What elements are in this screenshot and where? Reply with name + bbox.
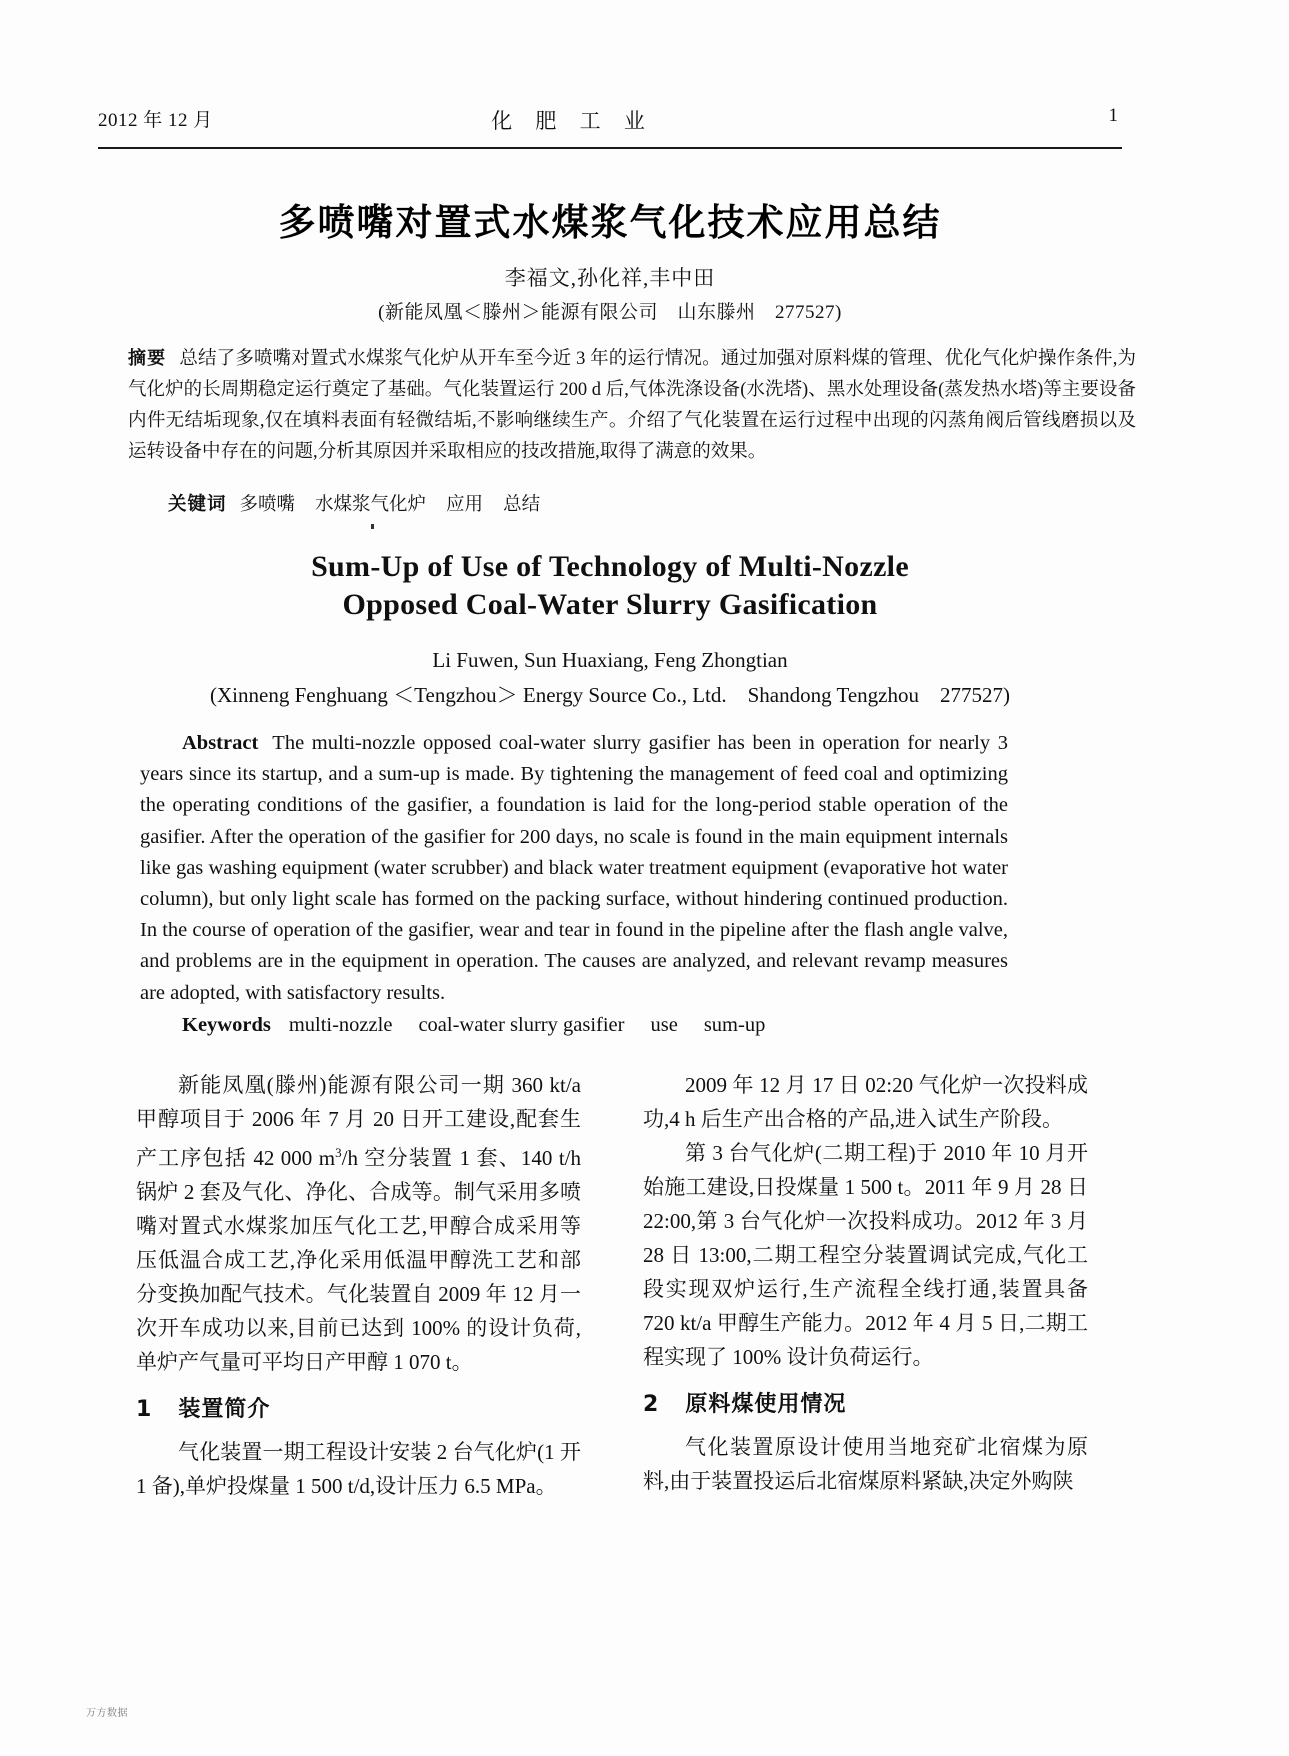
- scan-artifact-dot: [371, 524, 374, 529]
- keyword-item: sum-up: [703, 1014, 766, 1036]
- section-title-1: 装置简介: [178, 1397, 271, 1422]
- affiliation-english: (Xinneng Fenghuang ＜Tengzhou＞ Energy Source Co., Ltd. Shandong Tengzhou 277527): [210, 683, 1010, 707]
- database-watermark: 万方数据: [86, 1708, 128, 1719]
- article-title-english-line1: Sum-Up of Use of Technology of Multi-Nozzle: [311, 550, 909, 583]
- section-number-2: 2: [643, 1392, 660, 1417]
- keyword-item: 多喷嘴: [239, 495, 296, 515]
- header-divider: [98, 147, 1122, 149]
- affiliation-chinese: (新能凤凰＜滕州＞能源有限公司 山东滕州 277527): [378, 302, 842, 323]
- paragraph-section-2: 气化装置原设计使用当地兖矿北宿煤为原料,由于装置投运后北宿煤原料紧缺,决定外购陕: [643, 1435, 1088, 1493]
- body-columns: [98, 1068, 1122, 1518]
- article-title-chinese: 多喷嘴对置式水煤浆气化技术应用总结: [278, 201, 942, 244]
- keyword-item: multi-nozzle: [288, 1014, 393, 1036]
- paragraph-intro-left: 新能凤凰(滕州)能源有限公司一期 360 kt/a 甲醇项目于 2006 年 7 月 20 日开工建设,配套生产工序包括 42 000 $m^3/h$ 空分装置 1 套、140 t/h 锅炉 2 套及气化、净化、合成等。制气采用多喷嘴对置式水煤浆加压气化工艺,甲醇合成采用等压低温合成工艺,净化采用低温甲醇洗工艺和部分变换加配气技术。气化装置自 2009 年 12 月一次开车成功以来,目前已达到 100% 的设计负荷,单炉产气量可平均日产甲醇 1 070 t。: [136, 1073, 581, 1374]
- body-column-right: [643, 1068, 1088, 1498]
- keyword-item: coal-water slurry gasifier: [418, 1014, 625, 1036]
- abstract-label-english: Abstract: [182, 732, 259, 754]
- keywords-chinese: [128, 489, 1136, 521]
- journal-name: 化 肥 工 业: [491, 109, 654, 133]
- keyword-item: 总结: [503, 495, 541, 515]
- section-title-2: 原料煤使用情况: [685, 1392, 847, 1417]
- keyword-item: 水煤浆气化炉: [315, 495, 427, 515]
- body-column-left: [136, 1068, 581, 1503]
- section-heading-1: [136, 1393, 581, 1427]
- authors-english: Li Fuwen, Sun Huaxiang, Feng Zhongtian: [432, 648, 788, 672]
- abstract-english: [140, 728, 1008, 1009]
- section-heading-2: [643, 1388, 1088, 1422]
- abstract-chinese: [128, 343, 1136, 468]
- page-number: 1: [1108, 105, 1118, 126]
- section-number-1: 1: [136, 1397, 153, 1422]
- abstract-body-english: The multi-nozzle opposed coal-water slurry gasifier has been in operation for nearly 3 years since its startup, and a sum-up is made. By tightening the management of feed coal and optimizing the operating conditions of the gasifier, a foundation is laid for the long-period stable operation of the gasifier. After the operation of the gasifier for 200 days, no scale is found in the main equipment internals like gas washing equipment (water scrubber) and black water treatment equipment (evaporative hot water column), but only light scale has formed on the packing surface, without hindering continued production. In the course of operation of the gasifier, wear and tear in found in the pipeline after the flash angle valve, and problems are in the equipment in operation. The causes are analyzed, and relevant revamp measures are adopted, with satisfactory results.: [140, 732, 1008, 1004]
- article-title-english-line2: Opposed Coal-Water Slurry Gasification: [342, 588, 878, 621]
- article-title-english: [98, 548, 1122, 624]
- keyword-item: 应用: [446, 495, 484, 515]
- paragraph-intro-right: 2009 年 12 月 17 日 02:20 气化炉一次投料成功,4 h 后生产出合格的产品,进入试生产阶段。: [643, 1073, 1088, 1131]
- abstract-body-chinese: 总结了多喷嘴对置式水煤浆气化炉从开车至今近 3 年的运行情况。通过加强对原料煤的管理、优化气化炉操作条件,为气化炉的长周期稳定运行奠定了基础。气化装置运行 200 d 后,气体洗涤设备(水洗塔)、黑水处理设备(蒸发热水塔)等主要设备内件无结垢现象,仅在填料表面有轻微结垢,不影响继续生产。介绍了气化装置在运行过程中出现的闪蒸角阀后管线磨损以及运转设备中存在的问题,分析其原因并采取相应的技改措施,取得了满意的效果。: [128, 349, 1136, 462]
- issue-date: 2012 年 12 月: [98, 110, 213, 131]
- paragraph-section-1: 气化装置一期工程设计安装 2 台气化炉(1 开 1 备),单炉投煤量 1 500 t/d,设计压力 6.5 MPa。: [136, 1440, 581, 1498]
- running-head: [98, 105, 1118, 139]
- keyword-item: use: [650, 1014, 678, 1036]
- keywords-label-english: Keywords: [182, 1014, 271, 1036]
- keywords-label-chinese: 关键词: [168, 494, 227, 515]
- paragraph-second-right: 第 3 台气化炉(二期工程)于 2010 年 10 月开始施工建设,日投煤量 1 500 t。2011 年 9 月 28 日 22:00,第 3 台气化炉一次投料成功。2012 年 3 月 28 日 13:00,二期工程空分装置调试完成,气化工段实现双炉运行,生产流程全线打通,装置具备 720 kt/a 甲醇生产能力。2012 年 4 月 5 日,二期工程实现了 100% 设计负荷运行。: [643, 1141, 1088, 1369]
- abstract-label-chinese: 摘要: [128, 348, 167, 369]
- keywords-english: [140, 1010, 1008, 1041]
- authors-chinese: 李福文,孙化祥,丰中田: [504, 266, 716, 290]
